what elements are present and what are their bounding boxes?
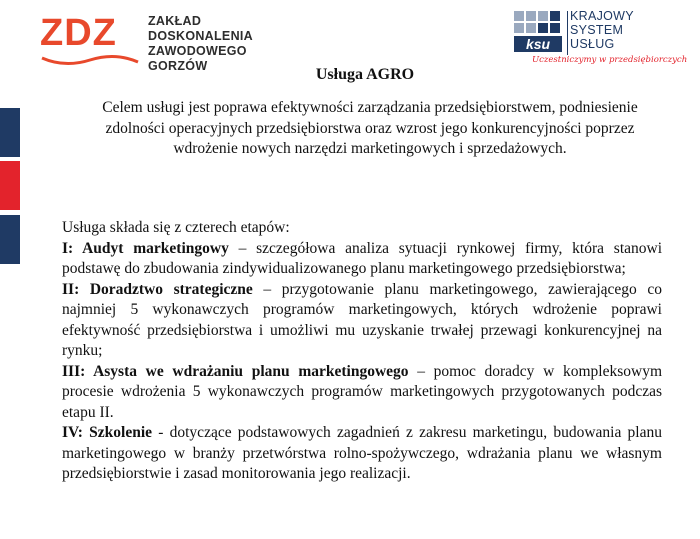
zdz-logo-line: GORZÓW <box>148 59 208 73</box>
page-title: Usługa AGRO <box>315 66 415 83</box>
ksu-logo-mark: ksu <box>525 36 551 52</box>
side-block-red <box>0 161 20 210</box>
stages-intro: Usługa składa się z czterech etapów: <box>62 219 290 236</box>
zdz-logo-mark: ZDZ <box>40 12 117 54</box>
zdz-logo-line: ZAKŁAD <box>148 14 202 28</box>
stage-item <box>62 239 662 280</box>
stage-text: – szczegółowa analiza sytuacji rynkowej firmy, która stanowi podstawę do zbudowania zindywidualizowanego planu marketingowego przedsiębiorstwa; <box>62 239 662 277</box>
zdz-logo-line: ZAWODOWEGO <box>148 44 247 58</box>
ksu-logo-line: SYSTEM <box>570 23 624 37</box>
ksu-logo-tagline: Uczestniczymy w przedsiębiorczych <box>532 55 688 65</box>
stage-text: - dotyczące podstawowych zagadnień z zakresu marketingu, budowania planu marketingowego w branży przetwórstwa rolno-spożywczego, wdrażania planu we własnym przedsiębiorstwie i zasad monitorowania jego realizacji. <box>62 424 662 482</box>
stage-label: III: Asysta we wdrażaniu planu marketingowego <box>62 362 409 380</box>
ksu-grid-icon <box>512 9 564 55</box>
stage-label: I: Audyt marketingowy <box>62 239 229 257</box>
ksu-logo-line: USŁUG <box>570 37 615 51</box>
ksu-logo-divider <box>567 11 568 55</box>
stage-item <box>62 423 662 485</box>
side-block-navy-bottom <box>0 215 20 264</box>
intro-paragraph: Celem usługi jest poprawa efektywności zarządzania przedsiębiorstwem, podniesienie zdolności operacyjnych przedsiębiorstwa oraz wzrost jego konkurencyjności poprzez wdrożenie nowych narzędzi marketingowych i sprzedażowych. <box>102 99 638 157</box>
stage-item <box>62 280 662 362</box>
stage-text: – pomoc doradcy w kompleksowym procesie wdrożenia 5 wykonawczych programów marketingowych przygotowanych podczas etapu II. <box>62 362 662 421</box>
side-block-navy-top <box>0 108 20 157</box>
stage-item <box>62 362 662 424</box>
ksu-logo <box>512 9 688 69</box>
zdz-logo-text <box>148 14 253 74</box>
stage-label: II: Doradztwo strategiczne <box>62 280 253 298</box>
zdz-logo-line: DOSKONALENIA <box>148 29 253 43</box>
ksu-logo-text <box>570 9 634 51</box>
stage-text: – przygotowanie planu marketingowego, zawierającego co najmniej 5 wykonawczych programów marketingowych, których wdrożenie poprawi efektywność przedsiębiorstwa i umożliwi mu uzyskanie trwałej przewagi konkurencyjnej na rynku; <box>62 280 662 359</box>
ksu-logo-line: KRAJOWY <box>570 9 634 23</box>
stages-section <box>62 218 662 485</box>
stage-label: IV: Szkolenie <box>62 424 153 441</box>
